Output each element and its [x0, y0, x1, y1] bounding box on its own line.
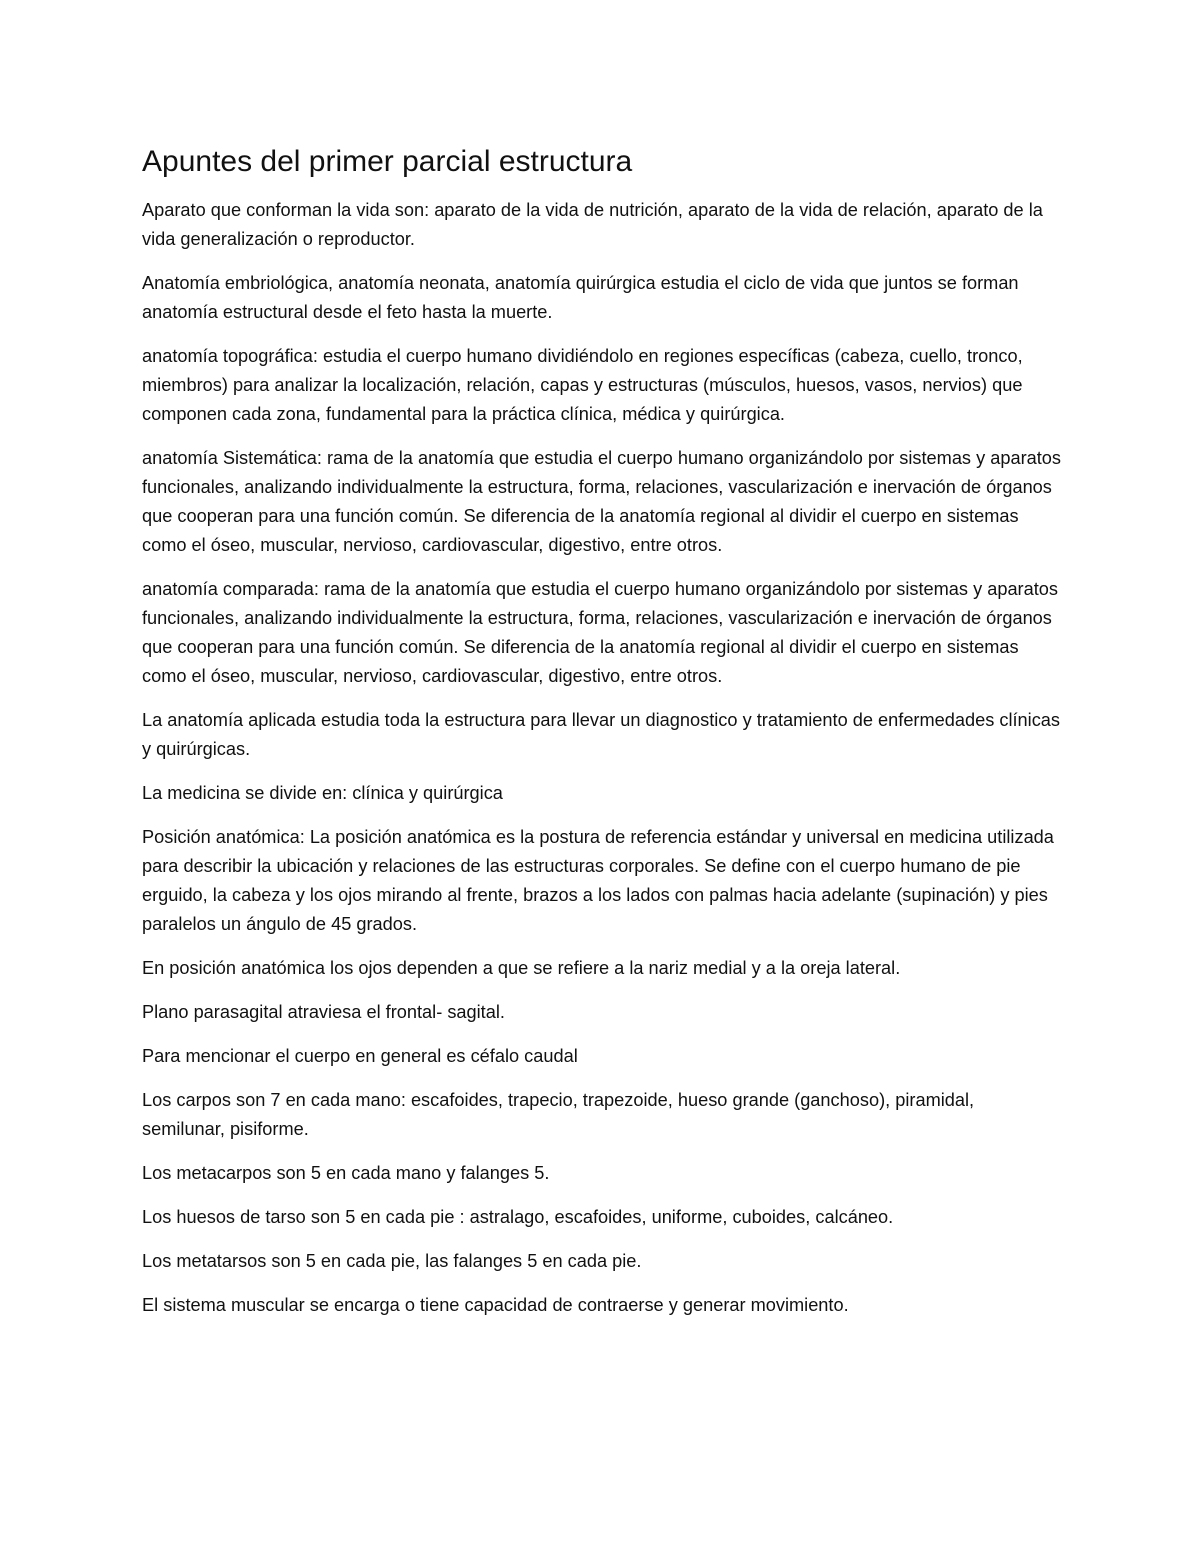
paragraph-carpos: Los carpos son 7 en cada mano: escafoides, trapecio, trapezoide, hueso grande (ganchoso), piramidal, semilunar, pisiforme. [142, 1090, 975, 1139]
paragraph-anatomia-aplicada: La anatomía aplicada estudia toda la estructura para llevar un diagnostico y tratamiento de enfermedades clínicas y quirúrgicas. [142, 710, 1061, 759]
paragraph-plano-parasagital: Plano parasagital atraviesa el frontal- sagital. [142, 1002, 505, 1022]
paragraph-metatarsos: Los metatarsos son 5 en cada pie, las falanges 5 en cada pie. [142, 1251, 642, 1271]
paragraph-posicion-anatomica: Posición anatómica: La posición anatómica es la postura de referencia estándar y universal en medicina utilizada para describir la ubicación y relaciones de las estructuras corporales. Se define con el cuerpo humano de pie erguido, la cabeza y los ojos mirando al frente, brazos a los lados con palmas hacia adelante (supinación) y pies paralelos un ángulo de 45 grados. [142, 827, 1054, 934]
document-page [142, 142, 1062, 1335]
paragraph-cefalo-caudal: Para mencionar el cuerpo en general es céfalo caudal [142, 1046, 578, 1066]
document-title: Apuntes del primer parcial estructura [142, 145, 633, 178]
paragraph-anatomia-comparada: anatomía comparada: rama de la anatomía que estudia el cuerpo humano organizándolo por sistemas y aparatos funcionales, analizando individualmente la estructura, forma, relaciones, vascularización e inervación de órganos que cooperan para una función común. Se diferencia de la anatomía regional al dividir el cuerpo en sistemas como el óseo, muscular, nervioso, cardiovascular, digestivo, entre otros. [142, 579, 1058, 686]
paragraph-tarso: Los huesos de tarso son 5 en cada pie : astralago, escafoides, uniforme, cuboides, calcáneo. [142, 1207, 894, 1227]
paragraph-anatomia-topografica: anatomía topográfica: estudia el cuerpo humano dividiéndolo en regiones específicas (cabeza, cuello, tronco, miembros) para analizar la localización, relación, capas y estructuras (músculos, huesos, vasos, nervios) que componen cada zona, fundamental para la práctica clínica, médica y quirúrgica. [142, 346, 1023, 424]
paragraph-division-medicina: La medicina se divide en: clínica y quirúrgica [142, 783, 503, 803]
paragraph-ojos-posicion: En posición anatómica los ojos dependen a que se refiere a la nariz medial y a la oreja lateral. [142, 958, 901, 978]
paragraph-metacarpos: Los metacarpos son 5 en cada mano y falanges 5. [142, 1163, 550, 1183]
paragraph-anatomia-embriologica: Anatomía embriológica, anatomía neonata, anatomía quirúrgica estudia el ciclo de vida que juntos se forman anatomía estructural desde el feto hasta la muerte. [142, 273, 1019, 322]
paragraph-sistema-muscular: El sistema muscular se encarga o tiene capacidad de contraerse y generar movimiento. [142, 1295, 849, 1315]
paragraph-anatomia-sistematica: anatomía Sistemática: rama de la anatomía que estudia el cuerpo humano organizándolo por sistemas y aparatos funcionales, analizando individualmente la estructura, forma, relaciones, vascularización e inervación de órganos que cooperan para una función común. Se diferencia de la anatomía regional al dividir el cuerpo en sistemas como el óseo, muscular, nervioso, cardiovascular, digestivo, entre otros. [142, 448, 1062, 555]
paragraph-aparatos-vida: Aparato que conforman la vida son: aparato de la vida de nutrición, aparato de la vida de relación, aparato de la vida generalización o reproductor. [142, 200, 1043, 249]
